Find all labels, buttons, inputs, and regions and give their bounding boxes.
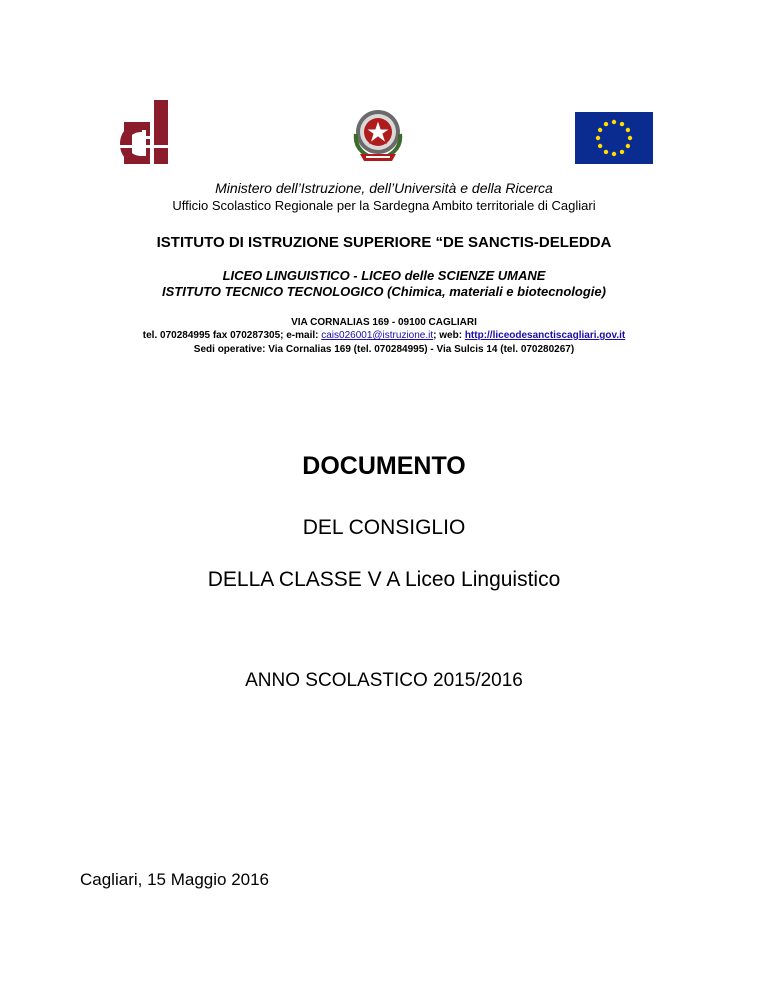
ministry-name: Ministero dell’Istruzione, dell’Università e della Ricerca xyxy=(215,180,553,196)
document-title: DOCUMENTO xyxy=(302,452,466,480)
eu-flag-icon xyxy=(575,112,653,164)
contacts-line xyxy=(0,330,768,341)
school-year: ANNO SCOLASTICO 2015/2016 xyxy=(245,670,523,691)
republic-emblem-icon xyxy=(346,104,410,164)
operating-sites: Sedi operative: Via Cornalias 169 (tel. 070284995) - Via Sulcis 14 (tel. 070280267) xyxy=(193,344,575,355)
contacts-middle: ; web: xyxy=(433,330,465,341)
email-link[interactable]: cais026001@istruzione.it xyxy=(321,330,434,341)
contacts-prefix: tel. 070284995 fax 070287305; e-mail: xyxy=(142,330,322,341)
schools-line-2: ISTITUTO TECNICO TECNOLOGICO (Chimica, materiali e biotecnologie) xyxy=(162,284,606,299)
institute-name: ISTITUTO DI ISTRUZIONE SUPERIORE “DE SANCTIS-DELEDDA xyxy=(156,234,612,251)
council-heading: DEL CONSIGLIO xyxy=(302,516,466,539)
schools-line-1: LICEO LINGUISTICO - LICEO delle SCIENZE UMANE xyxy=(222,268,546,283)
website-link[interactable]: http://liceodesanctiscagliari.gov.it xyxy=(464,330,626,341)
regional-office: Ufficio Scolastico Regionale per la Sardegna Ambito territoriale di Cagliari xyxy=(172,198,596,213)
place-date: Cagliari, 15 Maggio 2016 xyxy=(80,870,270,889)
school-logo-icon xyxy=(120,100,172,164)
address-line: VIA CORNALIAS 169 - 09100 CAGLIARI xyxy=(291,317,477,328)
class-heading: DELLA CLASSE V A Liceo Linguistico xyxy=(207,568,561,591)
